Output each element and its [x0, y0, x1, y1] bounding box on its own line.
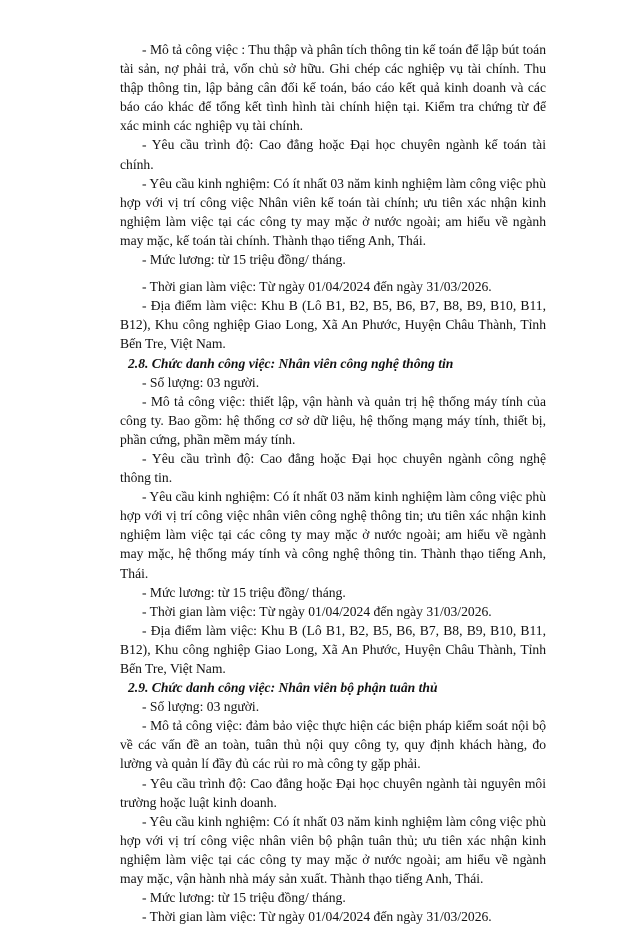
experience-requirement-paragraph: - Yêu cầu kinh nghiệm: Có ít nhất 03 năm kinh nghiệm làm công việc phù hợp với vị trí công việc Nhân viên kế toán tài chính; ưu tiên xác nhận kinh nghiệm làm việc tại các công ty may mặc ở nước ngoài; am hiểu về ngành may mặc, kế toán tài chính. Thành thạo tiếng Anh, Thái.: [120, 175, 546, 248]
job-description-paragraph: - Mô tả công việc : Thu thập và phân tích thông tin kế toán để lập bút toán tài sản, nợ phải trả, vốn chủ sở hữu. Ghi chép các nghiệp vụ tài chính. Thu thập thông tin, lập bảng cân đối kế toán, báo cáo kết quả kinh doanh và các báo cáo khác để tổng kết tình hình tài chính hiện tại. Kiểm tra chứng từ để xác minh các nghiệp vụ tài chính.: [120, 42, 546, 134]
section-heading-2-9: 2.9. Chức danh công việc: Nhân viên bộ phận tuân thủ: [128, 680, 438, 696]
education-requirement-paragraph: - Yêu cầu trình độ: Cao đẳng hoặc Đại học chuyên ngành tài nguyên môi trường hoặc luật kinh doanh.: [120, 775, 546, 810]
job-description-paragraph: - Mô tả công việc: thiết lập, vận hành và quản trị hệ thống máy tính của công ty. Bao gồm: hệ thống cơ sở dữ liệu, hệ thống mạng máy tính, thiết bị, phần cứng, phần mềm máy tính.: [120, 393, 546, 447]
salary-paragraph: - Mức lương: từ 15 triệu đồng/ tháng.: [142, 584, 346, 600]
working-time-paragraph: - Thời gian làm việc: Từ ngày 01/04/2024 đến ngày 31/03/2026.: [142, 909, 492, 925]
experience-requirement-paragraph: - Yêu cầu kinh nghiệm: Có ít nhất 03 năm kinh nghiệm làm công việc phù hợp với vị trí công việc nhân viên công nghệ thông tin; ưu tiên xác nhận kinh nghiệm làm việc tại các công ty may mặc ở nước ngoài; am hiểu về ngành may mặc, hệ thống máy tính và công nghệ thông tin. Thành thạo tiếng Anh, Thái.: [120, 489, 546, 581]
work-location-paragraph: - Địa điểm làm việc: Khu B (Lô B1, B2, B5, B6, B7, B8, B9, B10, B11, B12), Khu công nghiệp Giao Long, Xã An Phước, Huyện Châu Thành, Tỉnh Bến Tre, Việt Nam.: [120, 622, 546, 676]
section-heading-2-8: 2.8. Chức danh công việc: Nhân viên công nghệ thông tin: [128, 355, 454, 371]
experience-requirement-paragraph: - Yêu cầu kinh nghiệm: Có ít nhất 03 năm kinh nghiệm làm công việc phù hợp với vị trí công việc nhân viên bộ phận tuân thủ; ưu tiên xác nhận kinh nghiệm làm việc tại các công ty may mặc ở nước ngoài; am hiểu về ngành may mặc, vận hành nhà máy sản xuất. Thành thạo tiếng Anh, Thái.: [120, 813, 546, 887]
document-page: [120, 40, 546, 926]
working-time-paragraph: - Thời gian làm việc: Từ ngày 01/04/2024 đến ngày 31/03/2026.: [142, 279, 492, 295]
quantity-paragraph: - Số lượng: 03 người.: [142, 699, 260, 715]
working-time-paragraph: - Thời gian làm việc: Từ ngày 01/04/2024 đến ngày 31/03/2026.: [142, 603, 492, 619]
salary-paragraph: - Mức lương: từ 15 triệu đồng/ tháng.: [142, 252, 346, 268]
education-requirement-paragraph: - Yêu cầu trình độ: Cao đẳng hoặc Đại học chuyên ngành công nghệ thông tin.: [120, 450, 546, 486]
paragraph-spacer: [120, 269, 546, 277]
salary-paragraph: - Mức lương: từ 15 triệu đồng/ tháng.: [142, 890, 346, 906]
work-location-paragraph: - Địa điểm làm việc: Khu B (Lô B1, B2, B5, B6, B7, B8, B9, B10, B11, B12), Khu công nghiệp Giao Long, Xã An Phước, Huyện Châu Thành, Tỉnh Bến Tre, Việt Nam.: [120, 298, 546, 352]
quantity-paragraph: - Số lượng: 03 người.: [142, 374, 260, 390]
education-requirement-paragraph: - Yêu cầu trình độ: Cao đẳng hoặc Đại học chuyên ngành kế toán tài chính.: [120, 137, 546, 172]
job-description-paragraph: - Mô tả công việc: đảm bảo việc thực hiện các biện pháp kiểm soát nội bộ về các vấn đề an toàn, tuân thủ nội quy công ty, quy định khách hàng, đo lường và quản lí đầy đủ các rủi ro mà công ty gặp phải.: [120, 718, 546, 772]
